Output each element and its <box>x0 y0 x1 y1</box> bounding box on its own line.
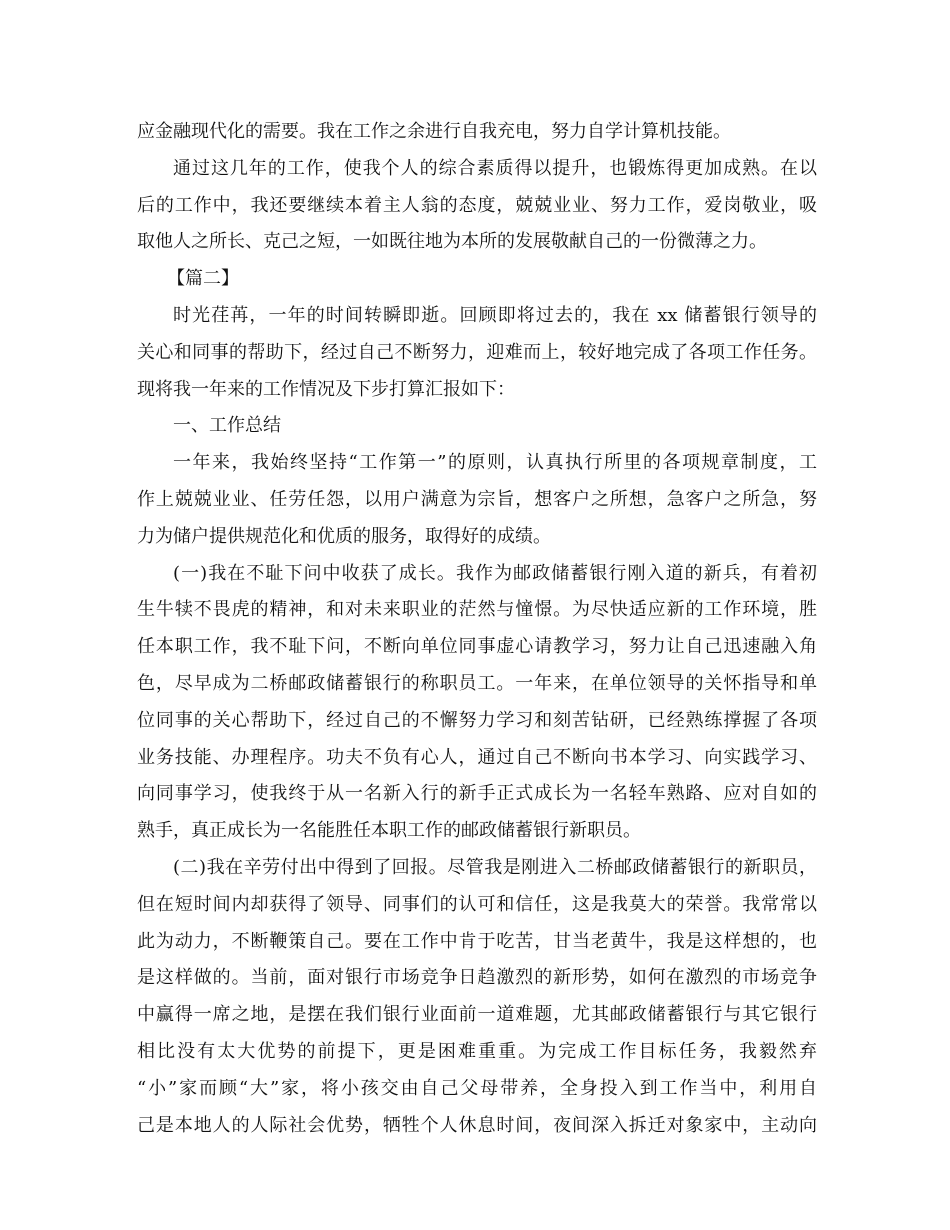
paragraph-line: 相比没有太大优势的前提下，更是困难重重。为完成工作目标任务，我毅然弃 <box>137 1040 817 1062</box>
paragraph-line: 后的工作中，我还要继续本着主人翁的态度，兢兢业业、努力工作，爱岗敬业，吸 <box>137 194 817 216</box>
paragraph-line: 向同事学习，使我终于从一名新入行的新手正式成长为一名轻车熟路、应对自如的 <box>137 783 817 805</box>
paragraph-line: 中赢得一席之地，是摆在我们银行业面前一道难题，尤其邮政储蓄银行与其它银行 <box>137 1004 817 1026</box>
paragraph-line: (二)我在辛劳付出中得到了回报。尽管我是刚进入二桥邮政储蓄银行的新职员， <box>173 856 817 878</box>
paragraph-line: 应金融现代化的需要。我在工作之余进行自我充电，努力自学计算机技能。 <box>137 121 731 142</box>
paragraph-line: 但在短时间内却获得了领导、同事们的认可和信任，这是我莫大的荣誉。我常常以 <box>137 893 817 915</box>
paragraph-line: (一)我在不耻下问中收获了成长。我作为邮政储蓄银行刚入道的新兵，有着初 <box>173 562 817 584</box>
paragraph-line: 现将我一年来的工作情况及下步打算汇报如下： <box>137 378 515 400</box>
paragraph-line: “小”家而顾“大”家，将小孩交由自己父母带养，全身投入到工作当中，利用自 <box>137 1077 817 1099</box>
paragraph-line: 一、工作总结 <box>173 415 281 437</box>
paragraph-line: 取他人之所长、克己之短，一如既往地为本所的发展敬献自己的一份微薄之力。 <box>137 231 767 253</box>
paragraph-line: 力为储户提供规范化和优质的服务，取得好的成绩。 <box>137 525 551 547</box>
paragraph-line: 是这样做的。当前，面对银行市场竞争日趋激烈的新形势，如何在激烈的市场竞争 <box>137 967 817 989</box>
paragraph-line: 位同事的关心帮助下，经过自己的不懈努力学习和刻苦钻研，已经熟练撑握了各项 <box>137 709 817 731</box>
document-body <box>137 114 817 1144</box>
paragraph-line: 时光荏苒，一年的时间转瞬即逝。回顾即将过去的，我在 xx 储蓄银行领导的 <box>173 304 817 326</box>
paragraph-line: 任本职工作，我不耻下问，不断向单位同事虚心请教学习，努力让自己迅速融入角 <box>137 636 817 658</box>
paragraph-line: 作上兢兢业业、任劳任怨，以用户满意为宗旨，想客户之所想，急客户之所急，努 <box>137 488 817 510</box>
paragraph-line: 己是本地人的人际社会优势，牺牲个人休息时间，夜间深入拆迁对象家中，主动向 <box>137 1114 817 1136</box>
paragraph-line: 业务技能、办理程序。功夫不负有心人，通过自己不断向书本学习、向实践学习、 <box>137 746 817 768</box>
paragraph-line: 一年来，我始终坚持“工作第一”的原则，认真执行所里的各项规章制度，工 <box>173 452 817 474</box>
paragraph-line: 色，尽早成为二桥邮政储蓄银行的称职员工。一年来，在单位领导的关怀指导和单 <box>137 672 817 694</box>
paragraph-line: 熟手，真正成长为一名能胜任本职工作的邮政储蓄银行新职员。 <box>137 820 641 842</box>
paragraph-line: 关心和同事的帮助下，经过自己不断努力，迎难而上，较好地完成了各项工作任务。 <box>137 341 817 363</box>
paragraph-line: 生牛犊不畏虎的精神，和对未来职业的茫然与憧憬。为尽快适应新的工作环境，胜 <box>137 599 817 621</box>
paragraph-line: 此为动力，不断鞭策自己。要在工作中肯于吃苦，甘当老黄牛，我是这样想的，也 <box>137 930 817 952</box>
paragraph-line: 通过这几年的工作，使我个人的综合素质得以提升，也锻炼得更加成熟。在以 <box>173 157 817 179</box>
section-heading: 【篇二】 <box>167 268 239 290</box>
